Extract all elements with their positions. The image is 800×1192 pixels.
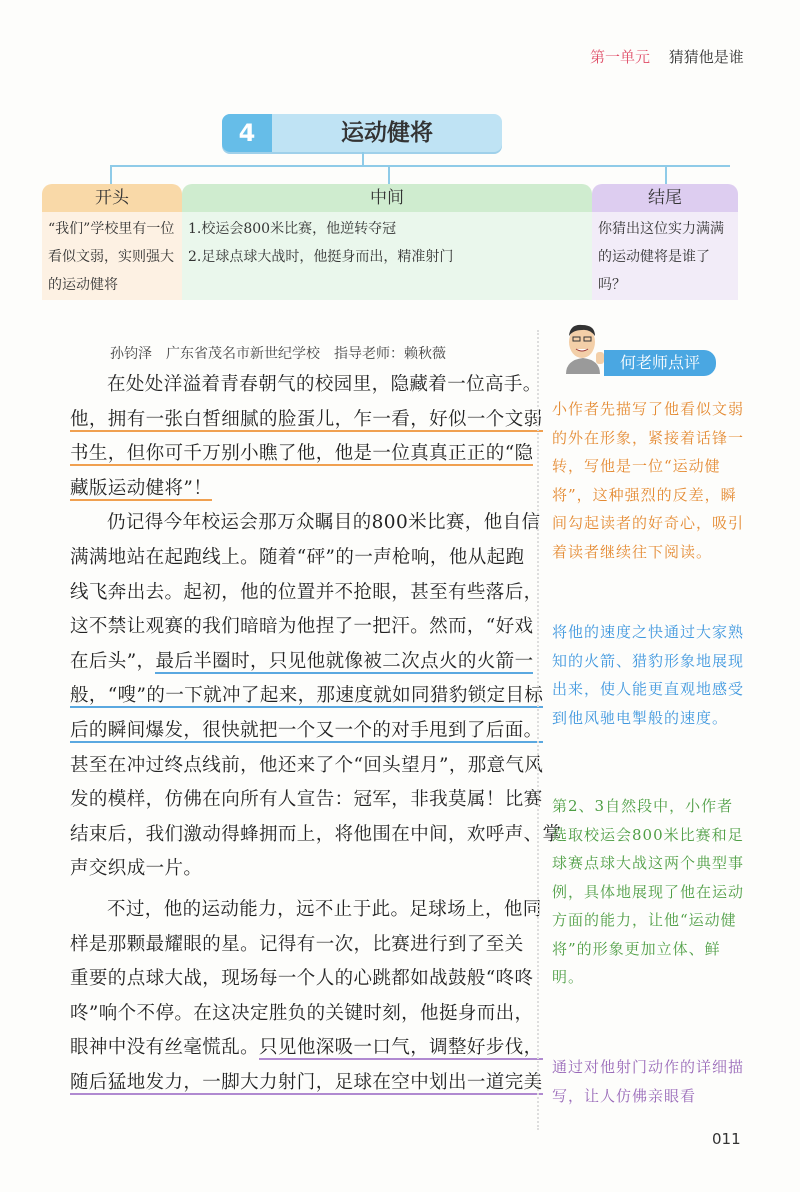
outline-end-text: 你猜出这位实力满满的运动健将是谁了吗？ — [592, 212, 738, 300]
unit-theme: 猜猜他是谁 — [668, 48, 744, 66]
essay-line — [70, 962, 534, 997]
underlined-phrase: 最后半圈时，只见他就像被二次点火的火箭一 — [155, 650, 534, 672]
essay-text: 在处处洋溢着青春朝气的校园里，隐藏着一位高手。 — [107, 374, 542, 395]
essay-line — [70, 783, 543, 818]
teacher-comment-badge: 何老师点评 — [604, 350, 716, 376]
essay-line — [70, 472, 530, 507]
outline-middle-label: 中间 — [182, 184, 592, 212]
comment-2: 将他的速度之快通过大家熟知的火箭、猎豹形象地展现出来，使人能更直观地感受到他风驰电掣般的速度。 — [552, 623, 745, 727]
underlined-phrase: 般，“嗖”的一下就冲了起来，那速度就如同猎豹锁定目标 — [70, 685, 544, 707]
outline-middle-item: 2.足球点球大战时，他挺身而出，精准射门 — [188, 249, 454, 265]
essay-line — [70, 893, 542, 928]
essay-text: 线飞奔出去。起初，他的位置并不抢眼，甚至有些落后， — [70, 581, 543, 603]
essay-line — [70, 997, 534, 1032]
essay-line — [70, 437, 534, 472]
connector-line — [388, 165, 390, 185]
column-divider — [537, 330, 539, 1130]
lesson-title-text: 运动健将 — [341, 120, 433, 146]
essay-line — [70, 610, 534, 645]
connector-line — [110, 165, 112, 185]
essay-text: 在后头”， — [70, 650, 156, 672]
outline-end — [592, 184, 738, 300]
teacher-avatar-icon — [560, 322, 606, 374]
page-number: 011 — [712, 1130, 741, 1148]
essay-text: 结束后，我们激动得蜂拥而上，将他围在中间，欢呼声、掌 — [70, 823, 562, 845]
outline-end-label: 结尾 — [592, 184, 738, 212]
essay-text: 满满地站在起跑线上。随着“砰”的一声枪响，他从起跑 — [70, 546, 525, 568]
underlined-phrase: 后的瞬间爆发，很快就把一个又一个的对手甩到了后面。 — [70, 719, 543, 741]
outline-start — [42, 184, 182, 300]
essay-line — [70, 852, 530, 887]
comment-3: 第2、3自然段中，小作者选取校运会800米比赛和足球赛点球大战这两个典型事例，具体地展现了他在运动方面的能力，让他“运动健将”的形象更加立体、鲜明。 — [552, 797, 745, 986]
outline-start-label: 开头 — [42, 184, 182, 212]
essay-line — [70, 749, 544, 784]
running-header — [590, 46, 744, 67]
essay-line — [70, 1031, 543, 1066]
essay-text: 不过，他的运动能力，远不止于此。足球场上，他同 — [107, 898, 542, 920]
essay-line — [70, 403, 543, 438]
underlined-phrase: 藏版运动健将”！ — [70, 477, 213, 499]
outline-start-text: “我们”学校里有一位看似文弱，实则强大的运动健将 — [42, 212, 182, 300]
author-line: 孙钧泽 广东省茂名市新世纪学校 指导老师：赖秋薇 — [110, 346, 446, 362]
essay-text: 重要的点球大战，现场每一个人的心跳都如战鼓般“咚咚 — [70, 968, 534, 990]
underlined-phrase: 书生，但你可千万别小瞧了他，他是一位真真正正的“隐 — [70, 443, 534, 465]
essay-body — [70, 368, 562, 1100]
outline-middle — [182, 184, 592, 300]
essay-line — [70, 541, 530, 576]
outline-middle-item: 1.校运会800米比赛，他逆转夺冠 — [188, 221, 397, 237]
essay-text: 样是那颗最耀眼的星。记得有一次，比赛进行到了至关 — [70, 933, 524, 955]
essay-text: 甚至在冲过终点线前，他还来了个“回头望月”，那意气风 — [70, 754, 544, 776]
outline-middle-items — [182, 212, 592, 300]
essay-line — [70, 368, 542, 403]
essay-line — [70, 679, 544, 714]
essay-line — [70, 1066, 543, 1101]
essay-line — [70, 928, 530, 963]
lesson-title — [222, 114, 502, 152]
comment-4: 通过对他射门动作的详细描写，让人仿佛亲眼看 — [552, 1058, 745, 1105]
connector-line — [665, 165, 667, 185]
unit-label: 第一单元 — [590, 48, 651, 66]
essay-text: 发的模样，仿佛在向所有人宣告：冠军，非我莫属！比赛 — [70, 789, 543, 811]
underlined-phrase: 只见他深吸一口气，调整好步伐， — [259, 1037, 543, 1059]
essay-line — [70, 506, 541, 541]
essay-line — [70, 818, 562, 853]
essay-text: 咚”响个不停。在这决定胜负的关键时刻，他挺身而出， — [70, 1002, 534, 1024]
essay-line — [70, 714, 543, 749]
connector-line — [362, 152, 364, 166]
essay-text: 眼神中没有丝毫慌乱。 — [70, 1037, 260, 1059]
essay-text: 声交织成一片。 — [70, 858, 203, 880]
underlined-phrase: 他，拥有一张白皙细腻的脸蛋儿，乍一看，好似一个文弱 — [70, 408, 543, 430]
essay-text: 这不禁让观赛的我们暗暗为他捏了一把汗。然而，“好戏 — [70, 616, 534, 638]
essay-line — [70, 645, 534, 680]
comment-1: 小作者先描写了他看似文弱的外在形象，紧接着话锋一转，写他是一位“运动健将”，这种强烈的反差，瞬间勾起读者的好奇心，吸引着读者继续往下阅读。 — [552, 400, 745, 561]
connector-line — [110, 165, 730, 167]
underlined-phrase: 随后猛地发力，一脚大力射门，足球在空中划出一道完美 — [70, 1071, 543, 1093]
essay-line — [70, 576, 543, 611]
essay-text: 仍记得今年校运会那万众瞩目的800米比赛，他自信 — [107, 512, 541, 534]
lesson-number: 4 — [222, 114, 272, 152]
